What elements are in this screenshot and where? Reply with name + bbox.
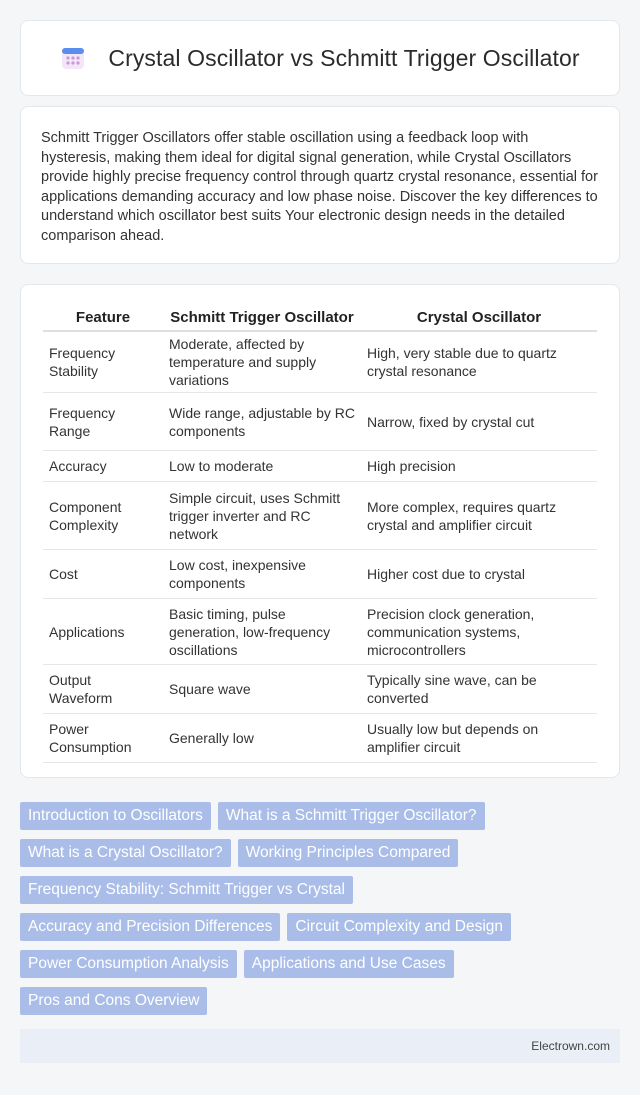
page-title: Crystal Oscillator vs Schmitt Trigger Oscillator: [108, 44, 580, 71]
intro-text: Schmitt Trigger Oscillators offer stable oscillation using a feedback loop with hysteresis, making them ideal for digital signal generation, while Crystal Oscillators provide highly precise frequency control through quartz crystal resonance, essential for applications demanding accuracy and low phase noise. Discover the key differences to understand which oscillator best suits Your electronic design needs in the detailed comparison ahead.: [41, 130, 598, 244]
table-row: [43, 482, 597, 550]
topic-tags: [20, 802, 580, 1015]
feature-cell: Accuracy: [43, 451, 163, 482]
feature-cell: Frequency Stability: [43, 331, 163, 393]
crystal-cell: Precision clock generation, communication systems, microcontrollers: [361, 599, 597, 665]
tag-schmitt-trigger[interactable]: What is a Schmitt Trigger Oscillator?: [218, 802, 485, 830]
header-crystal: Crystal Oscillator: [361, 305, 597, 331]
schmitt-cell: Simple circuit, uses Schmitt trigger inverter and RC network: [163, 482, 361, 550]
schmitt-cell: Generally low: [163, 714, 361, 763]
feature-cell: Output Waveform: [43, 665, 163, 714]
header-schmitt: Schmitt Trigger Oscillator: [163, 305, 361, 331]
schmitt-cell: Low to moderate: [163, 451, 361, 482]
page-header: [20, 20, 620, 96]
table-row: [43, 599, 597, 665]
comparison-table: [43, 305, 597, 763]
schmitt-cell: Wide range, adjustable by RC components: [163, 393, 361, 451]
tag-frequency-stability[interactable]: Frequency Stability: Schmitt Trigger vs Crystal: [20, 876, 353, 904]
table-row: [43, 550, 597, 599]
feature-cell: Power Consumption: [43, 714, 163, 763]
feature-cell: Frequency Range: [43, 393, 163, 451]
feature-cell: Cost: [43, 550, 163, 599]
tag-applications[interactable]: Applications and Use Cases: [244, 950, 454, 978]
schmitt-cell: Basic timing, pulse generation, low-frequency oscillations: [163, 599, 361, 665]
table-header-row: [43, 305, 597, 331]
calendar-grid-icon: [60, 45, 86, 71]
crystal-cell: Higher cost due to crystal: [361, 550, 597, 599]
schmitt-cell: Moderate, affected by temperature and supply variations: [163, 331, 361, 393]
crystal-cell: Narrow, fixed by crystal cut: [361, 393, 597, 451]
table-row: [43, 451, 597, 482]
tag-accuracy-precision[interactable]: Accuracy and Precision Differences: [20, 913, 280, 941]
table-row: [43, 331, 597, 393]
page-footer: [20, 1029, 620, 1063]
crystal-cell: High, very stable due to quartz crystal resonance: [361, 331, 597, 393]
crystal-cell: More complex, requires quartz crystal and amplifier circuit: [361, 482, 597, 550]
crystal-cell: Usually low but depends on amplifier circuit: [361, 714, 597, 763]
crystal-cell: Typically sine wave, can be converted: [361, 665, 597, 714]
table-row: [43, 665, 597, 714]
schmitt-cell: Square wave: [163, 665, 361, 714]
header-feature: Feature: [43, 305, 163, 331]
tag-crystal-oscillator[interactable]: What is a Crystal Oscillator?: [20, 839, 231, 867]
tag-pros-cons[interactable]: Pros and Cons Overview: [20, 987, 207, 1015]
tag-introduction[interactable]: Introduction to Oscillators: [20, 802, 211, 830]
feature-cell: Applications: [43, 599, 163, 665]
comparison-card: [20, 284, 620, 778]
table-row: [43, 393, 597, 451]
tag-working-principles[interactable]: Working Principles Compared: [238, 839, 459, 867]
tag-circuit-complexity[interactable]: Circuit Complexity and Design: [287, 913, 511, 941]
tag-power-consumption[interactable]: Power Consumption Analysis: [20, 950, 237, 978]
table-row: [43, 714, 597, 763]
crystal-cell: High precision: [361, 451, 597, 482]
schmitt-cell: Low cost, inexpensive components: [163, 550, 361, 599]
feature-cell: Component Complexity: [43, 482, 163, 550]
footer-brand[interactable]: Electrown.com: [531, 1039, 610, 1053]
intro-card: [20, 106, 620, 264]
